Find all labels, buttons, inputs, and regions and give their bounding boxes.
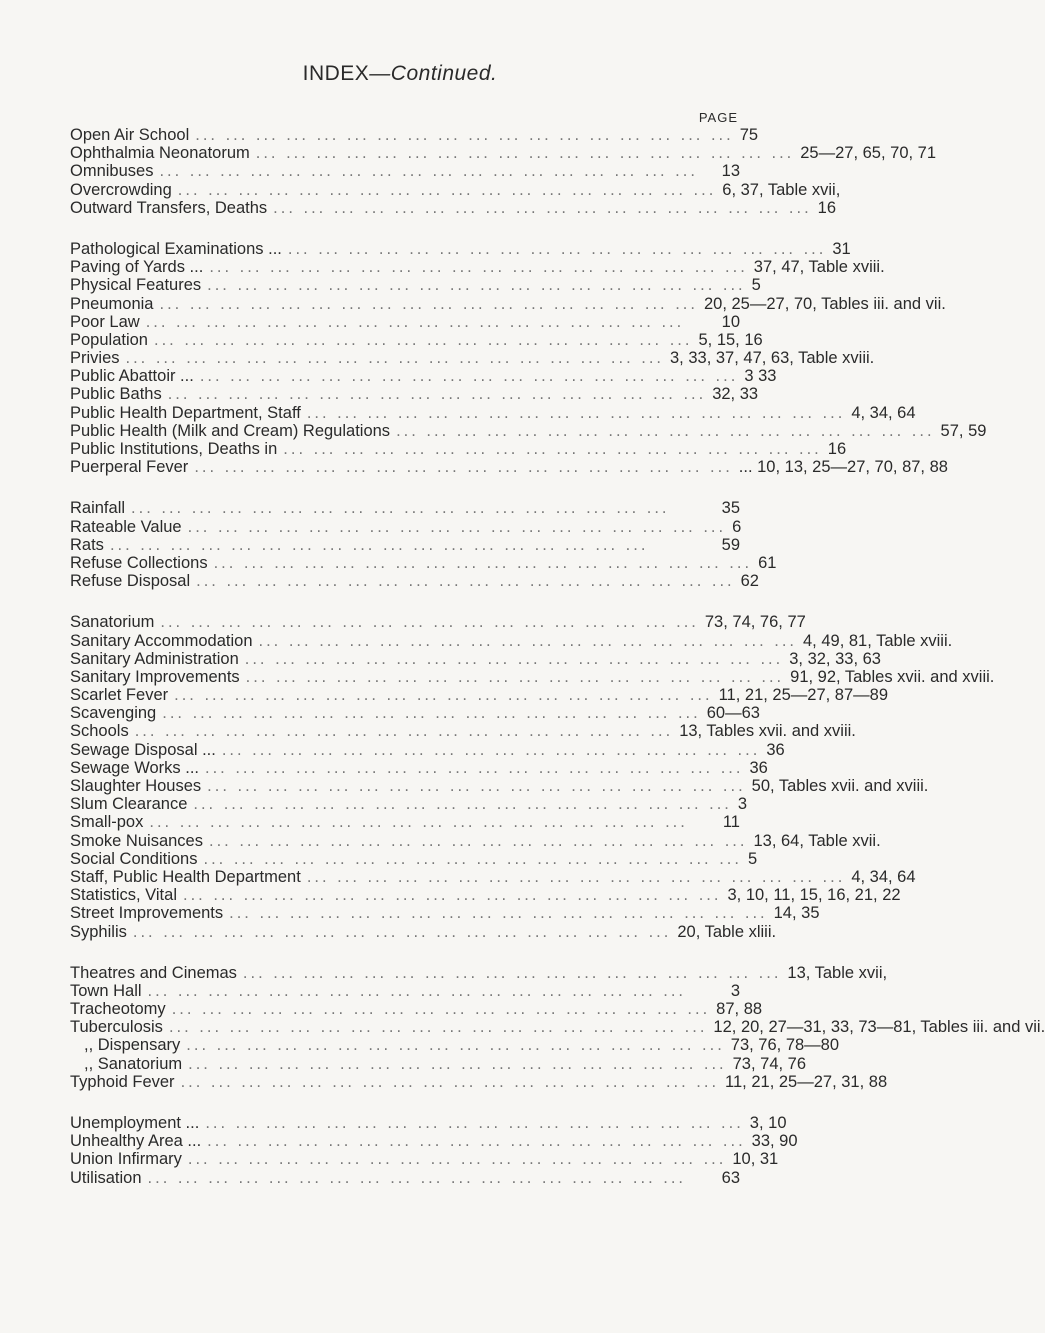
index-term: Tracheotomy — [70, 1000, 166, 1019]
title-continued: —Continued. — [369, 62, 498, 85]
index-page-ref: 20, 25—27, 70, Tables iii. and vii. — [703, 294, 946, 313]
index-entry — [70, 403, 916, 422]
index-page-ref: 57, 59 — [940, 421, 987, 440]
index-page-ref: 16 — [817, 198, 837, 217]
index-entry — [70, 722, 856, 741]
index-entry — [70, 180, 841, 199]
index-entry — [70, 458, 948, 477]
leader-dots: ... ... ... ... ... ... ... ... ... ... ... ... ... ... ... ... ... ... — [167, 385, 707, 404]
index-term: Outward Transfers, Deaths — [70, 198, 268, 217]
index-entry — [70, 1036, 840, 1055]
index-term: Unhealthy Area ... — [70, 1132, 202, 1151]
leader-dots: ... ... ... ... ... ... ... ... ... ... ... ... ... ... ... ... ... ... — [205, 758, 744, 777]
page-title — [0, 62, 800, 86]
index-entry — [70, 631, 953, 650]
leader-dots: ... ... ... ... ... ... ... ... ... ... ... ... ... ... ... ... ... ... — [306, 403, 846, 422]
page-column-header: PAGE — [698, 110, 738, 125]
index-entry — [70, 1132, 798, 1151]
leader-dots: ... ... ... ... ... ... ... ... ... ... ... ... ... ... ... ... ... ... — [229, 904, 768, 923]
leader-dots: ... ... ... ... ... ... ... ... ... ... ... ... ... ... ... ... ... ... — [134, 722, 674, 741]
index-term: Rats — [70, 535, 104, 554]
index-term: ,, Dispensary — [84, 1036, 181, 1055]
leader-dots: ... ... ... ... ... ... ... ... ... ... ... ... ... ... ... ... ... ... — [125, 349, 664, 368]
leader-dots: ... ... ... ... ... ... ... ... ... ... ... ... ... ... ... ... ... ... — [187, 1150, 727, 1169]
index-term: Smoke Nuisances — [70, 831, 203, 850]
index-term: Sewage Works ... — [70, 758, 199, 777]
index-entry — [70, 758, 768, 777]
index-page-ref: 73, 74, 76, 77 — [704, 613, 806, 632]
leader-dots: ... ... ... ... ... ... ... ... ... ... ... ... ... ... ... ... ... ... — [242, 963, 782, 982]
index-term: Ophthalmia Neonatorum — [70, 144, 250, 163]
index-page-ref: 37, 47, Table xviii. — [753, 258, 885, 277]
index-entry — [70, 294, 946, 313]
index-entry — [70, 499, 740, 517]
index-entry — [70, 536, 740, 554]
index-entry — [70, 1114, 787, 1132]
index-term: Staff, Public Health Department — [70, 867, 301, 886]
index-term: Sanitary Improvements — [70, 667, 240, 686]
index-entry — [70, 867, 916, 886]
index-term: Poor Law — [70, 312, 140, 331]
index-term: Social Conditions — [70, 849, 198, 868]
index-term: Overcrowding — [70, 180, 172, 199]
index-term: Paving of Yards ... — [70, 258, 204, 277]
leader-dots: ... ... ... ... ... ... ... ... ... ... ... ... ... ... ... ... ... ... — [203, 849, 742, 868]
index-entry — [70, 144, 937, 163]
index-page-ref: 14, 35 — [773, 904, 820, 923]
index-page-ref: 3, 32, 33, 63 — [789, 649, 881, 668]
index-page-ref: 13 — [721, 162, 740, 181]
index-page-ref: 3, 10, 11, 15, 16, 21, 22 — [727, 886, 901, 905]
index-page-ref: 11, 21, 25—27, 31, 88 — [725, 1072, 888, 1091]
index-page-ref: 10, 31 — [732, 1150, 779, 1169]
index-page-ref: 5 — [751, 276, 761, 295]
index-entry — [70, 440, 847, 458]
index-entry — [70, 740, 785, 759]
index-term: Schools — [70, 722, 129, 741]
leader-dots: ... ... ... ... ... ... ... ... ... ... ... ... ... ... ... ... ... ... — [159, 162, 698, 181]
leader-dots: ... ... ... ... ... ... ... ... ... ... ... ... ... ... ... ... ... ... — [188, 1054, 727, 1073]
index-page-ref: 13, Tables xvii. and xviii. — [679, 722, 856, 741]
index-page-ref: 59 — [721, 535, 740, 554]
index-term: Typhoid Fever — [70, 1072, 175, 1091]
index-group — [70, 963, 1045, 1091]
index-page-ref: 3 33 — [744, 367, 777, 386]
leader-dots: ... ... ... ... ... ... ... ... ... ... ... ... ... ... ... ... ... ... — [396, 421, 935, 440]
index-term: Scavenging — [70, 704, 157, 723]
index-term: Physical Features — [70, 276, 202, 295]
index-entry — [70, 904, 820, 923]
index-group — [70, 613, 995, 941]
leader-dots: ... ... ... ... ... ... ... ... ... ... ... ... ... ... ... ... ... ... — [109, 535, 649, 554]
index-entry — [70, 349, 875, 368]
leader-dots: ... ... ... ... ... ... ... ... ... ... ... ... ... ... ... ... ... ... — [153, 330, 693, 349]
leader-dots: ... ... ... ... ... ... ... ... ... ... ... ... ... ... ... ... ... ... — [205, 1114, 744, 1132]
leader-dots: ... ... ... ... ... ... ... ... ... ... ... ... ... ... ... ... ... ... — [207, 777, 746, 795]
index-term: Public Baths — [70, 385, 162, 404]
leader-dots: ... ... ... ... ... ... ... ... ... ... ... ... ... ... ... ... ... ... — [207, 276, 746, 295]
leader-dots: ... ... ... ... ... ... ... ... ... ... ... ... ... ... ... ... ... ... — [208, 831, 748, 850]
leader-dots: ... ... ... ... ... ... ... ... ... ... ... ... ... ... ... ... ... ... — [283, 440, 822, 458]
index-group — [70, 126, 937, 217]
index-entry — [70, 813, 740, 831]
index-page-ref: 61 — [758, 553, 777, 572]
index-term: Scarlet Fever — [70, 686, 169, 705]
index-term: Public Institutions, Deaths in — [70, 440, 278, 458]
leader-dots: ... ... ... ... ... ... ... ... ... ... ... ... ... ... ... ... ... ... — [131, 499, 670, 518]
index-entry — [70, 553, 777, 572]
leader-dots: ... ... ... ... ... ... ... ... ... ... ... ... ... ... ... ... ... ... — [255, 144, 795, 163]
index-page-ref: 10 — [721, 312, 740, 331]
index-term: ,, Sanatorium — [84, 1054, 183, 1073]
index-entry — [70, 831, 881, 850]
index-term: Public Health Department, Staff — [70, 403, 301, 422]
index-page-ref: 50, Tables xvii. and xviii. — [751, 777, 929, 795]
index-page-ref: ... 10, 13, 25—27, 70, 87, 88 — [738, 458, 948, 477]
leader-dots: ... ... ... ... ... ... ... ... ... ... ... ... ... ... ... ... ... ... — [147, 981, 687, 1000]
index-page-ref: 4, 34, 64 — [851, 403, 916, 422]
index-page-ref: 6 — [732, 517, 742, 536]
leader-dots: ... ... ... ... ... ... ... ... ... ... ... ... ... ... ... ... ... ... — [273, 198, 812, 217]
index-page-ref: 91, 92, Tables xvii. and xviii. — [790, 667, 995, 686]
leader-dots: ... ... ... ... ... ... ... ... ... ... ... ... ... ... ... ... ... ... — [159, 294, 698, 313]
index-page-ref: 3, 10 — [749, 1114, 787, 1132]
index-page-ref: 11 — [722, 813, 740, 832]
index-entry — [70, 239, 851, 258]
index-term: Public Abattoir ... — [70, 367, 194, 386]
index-entry — [70, 982, 740, 1000]
index-term: Slum Clearance — [70, 795, 188, 814]
index-term: Sewage Disposal ... — [70, 740, 216, 759]
index-entry — [70, 1072, 888, 1091]
index-term: Syphilis — [70, 922, 127, 941]
index-entry — [70, 367, 777, 386]
index-term: Theatres and Cinemas — [70, 963, 237, 982]
leader-dots: ... ... ... ... ... ... ... ... ... ... ... ... ... ... ... ... ... ... — [245, 667, 785, 686]
leader-dots: ... ... ... ... ... ... ... ... ... ... ... ... ... ... ... ... ... ... — [193, 795, 732, 814]
leader-dots: ... ... ... ... ... ... ... ... ... ... ... ... ... ... ... ... ... ... — [287, 239, 827, 258]
index-entry — [70, 162, 740, 180]
leader-dots: ... ... ... ... ... ... ... ... ... ... ... ... ... ... ... ... ... ... — [149, 813, 688, 832]
leader-dots: ... ... ... ... ... ... ... ... ... ... ... ... ... ... ... ... ... ... — [162, 704, 701, 723]
index-page-ref: 4, 49, 81, Table xviii. — [803, 631, 953, 650]
index-term: Union Infirmary — [70, 1150, 182, 1169]
index-page-ref: 35 — [721, 499, 740, 518]
index-term: Slaughter Houses — [70, 777, 202, 795]
index-page-ref: 87, 88 — [716, 1000, 763, 1019]
index-page-ref: 12, 20, 27—31, 33, 73—81, Tables iii. and vii. — [713, 1018, 1045, 1037]
index-page-ref: 60—63 — [706, 704, 760, 723]
leader-dots: ... ... ... ... ... ... ... ... ... ... ... ... ... ... ... ... ... ... — [174, 686, 713, 705]
title-main: INDEX — [302, 62, 370, 85]
index-entry — [70, 198, 837, 217]
index-term: Town Hall — [70, 981, 142, 1000]
index-term: Utilisation — [70, 1168, 142, 1187]
index-page-ref: 73, 74, 76 — [732, 1054, 807, 1073]
index-page-ref: 33, 90 — [751, 1132, 798, 1151]
index-term: Population — [70, 330, 148, 349]
leader-dots: ... ... ... ... ... ... ... ... ... ... ... ... ... ... ... ... ... ... — [160, 613, 699, 632]
index-term: Pathological Examinations ... — [70, 239, 282, 258]
index-page-ref: 20, Table xliii. — [677, 922, 777, 941]
index-entry — [70, 330, 763, 349]
index-page-ref: 13, Table xvii, — [787, 963, 888, 982]
leader-dots: ... ... ... ... ... ... ... ... ... ... ... ... ... ... ... ... ... ... — [221, 740, 761, 759]
leader-dots: ... ... ... ... ... ... ... ... ... ... ... ... ... ... ... ... ... ... — [186, 1036, 725, 1055]
index-term: Refuse Collections — [70, 553, 208, 572]
index-term: Pneumonia — [70, 294, 154, 313]
index-entry — [70, 963, 888, 982]
index-term: Rateable Value — [70, 517, 182, 536]
leader-dots: ... ... ... ... ... ... ... ... ... ... ... ... ... ... ... ... ... ... — [187, 517, 727, 536]
index-entry — [70, 922, 777, 941]
leader-dots: ... ... ... ... ... ... ... ... ... ... ... ... ... ... ... ... ... ... — [195, 126, 734, 144]
index-entry — [70, 613, 806, 632]
index-group — [70, 239, 987, 477]
index-page-ref: 36 — [749, 758, 768, 777]
index-page-ref: 32, 33 — [712, 385, 759, 404]
index-page-ref: 3, 33, 37, 47, 63, Table xviii. — [670, 349, 875, 368]
index-list — [70, 126, 1045, 1210]
index-term: Sanatorium — [70, 613, 155, 632]
index-term: Refuse Disposal — [70, 572, 191, 591]
index-term: Small-pox — [70, 813, 144, 832]
index-term: Omnibuses — [70, 162, 154, 181]
leader-dots: ... ... ... ... ... ... ... ... ... ... ... ... ... ... ... ... ... ... — [180, 1072, 720, 1091]
index-term: Statistics, Vital — [70, 886, 177, 905]
index-page-ref: 16 — [827, 440, 847, 458]
index-page-ref: 62 — [740, 572, 759, 591]
index-term: Public Health (Milk and Cream) Regulations — [70, 421, 391, 440]
index-page-ref: 13, 64, Table xvii. — [753, 831, 881, 850]
index-term: Rainfall — [70, 499, 126, 518]
leader-dots: ... ... ... ... ... ... ... ... ... ... ... ... ... ... ... ... ... ... — [182, 886, 722, 905]
leader-dots: ... ... ... ... ... ... ... ... ... ... ... ... ... ... ... ... ... ... — [171, 1000, 711, 1019]
index-page-ref: 73, 76, 78—80 — [730, 1036, 840, 1055]
index-entry — [70, 276, 761, 295]
leader-dots: ... ... ... ... ... ... ... ... ... ... ... ... ... ... ... ... ... ... — [258, 631, 797, 650]
index-term: Street Improvements — [70, 904, 224, 923]
index-page-ref: 5, 15, 16 — [698, 330, 763, 349]
leader-dots: ... ... ... ... ... ... ... ... ... ... ... ... ... ... ... ... ... ... — [244, 649, 784, 668]
index-term: Tuberculosis — [70, 1018, 163, 1037]
leader-dots: ... ... ... ... ... ... ... ... ... ... ... ... ... ... ... ... ... ... — [196, 572, 735, 591]
index-entry — [70, 849, 758, 868]
index-page-ref: 25—27, 65, 70, 71 — [800, 144, 937, 163]
leader-dots: ... ... ... ... ... ... ... ... ... ... ... ... ... ... ... ... ... ... — [145, 312, 685, 331]
index-entry — [70, 518, 740, 536]
leader-dots: ... ... ... ... ... ... ... ... ... ... ... ... ... ... ... ... ... ... — [209, 258, 748, 277]
index-page-ref: 5 — [747, 849, 758, 868]
index-entry — [70, 649, 881, 668]
index-entry — [70, 704, 760, 723]
leader-dots: ... ... ... ... ... ... ... ... ... ... ... ... ... ... ... ... ... ... — [194, 458, 733, 477]
index-entry — [70, 1018, 1045, 1037]
index-entry — [70, 385, 759, 404]
leader-dots: ... ... ... ... ... ... ... ... ... ... ... ... ... ... ... ... ... ... — [132, 922, 672, 941]
index-entry — [70, 1000, 763, 1019]
leader-dots: ... ... ... ... ... ... ... ... ... ... ... ... ... ... ... ... ... ... — [147, 1168, 687, 1187]
index-page-ref: 3 — [730, 981, 740, 1000]
leader-dots: ... ... ... ... ... ... ... ... ... ... ... ... ... ... ... ... ... ... — [199, 367, 739, 386]
leader-dots: ... ... ... ... ... ... ... ... ... ... ... ... ... ... ... ... ... ... — [168, 1018, 708, 1037]
index-entry — [70, 572, 759, 591]
index-term: Puerperal Fever — [70, 458, 189, 477]
index-page-ref: 4, 34, 64 — [851, 867, 916, 886]
index-group — [70, 499, 777, 591]
index-page-ref: 75 — [739, 126, 759, 144]
index-term: Sanitary Administration — [70, 649, 239, 668]
index-entry — [70, 686, 889, 705]
index-term: Unemployment ... — [70, 1114, 200, 1132]
index-term: Open Air School — [70, 126, 190, 144]
index-group — [70, 1114, 798, 1187]
index-entry — [70, 795, 748, 814]
index-page-ref: 3 — [737, 795, 748, 814]
leader-dots: ... ... ... ... ... ... ... ... ... ... ... ... ... ... ... ... ... ... — [213, 553, 753, 572]
index-entry — [70, 421, 987, 440]
index-entry — [70, 777, 929, 795]
index-entry — [70, 667, 995, 686]
index-entry — [70, 126, 759, 144]
index-page-ref: 6, 37, Table xvii, — [722, 180, 841, 199]
index-entry — [70, 313, 740, 331]
leader-dots: ... ... ... ... ... ... ... ... ... ... ... ... ... ... ... ... ... ... — [306, 867, 846, 886]
index-entry — [70, 886, 901, 905]
index-entry — [70, 258, 885, 277]
index-entry — [70, 1150, 779, 1169]
index-page-ref: 31 — [832, 239, 851, 258]
index-term: Privies — [70, 349, 120, 368]
leader-dots: ... ... ... ... ... ... ... ... ... ... ... ... ... ... ... ... ... ... — [177, 180, 717, 199]
index-entry — [70, 1169, 740, 1187]
index-page-ref: 63 — [721, 1168, 740, 1187]
index-term: Sanitary Accommodation — [70, 631, 253, 650]
leader-dots: ... ... ... ... ... ... ... ... ... ... ... ... ... ... ... ... ... ... — [207, 1132, 746, 1151]
index-entry — [70, 1054, 807, 1073]
index-page-ref: 36 — [766, 740, 785, 759]
index-page-ref: 11, 21, 25—27, 87—89 — [718, 686, 889, 705]
